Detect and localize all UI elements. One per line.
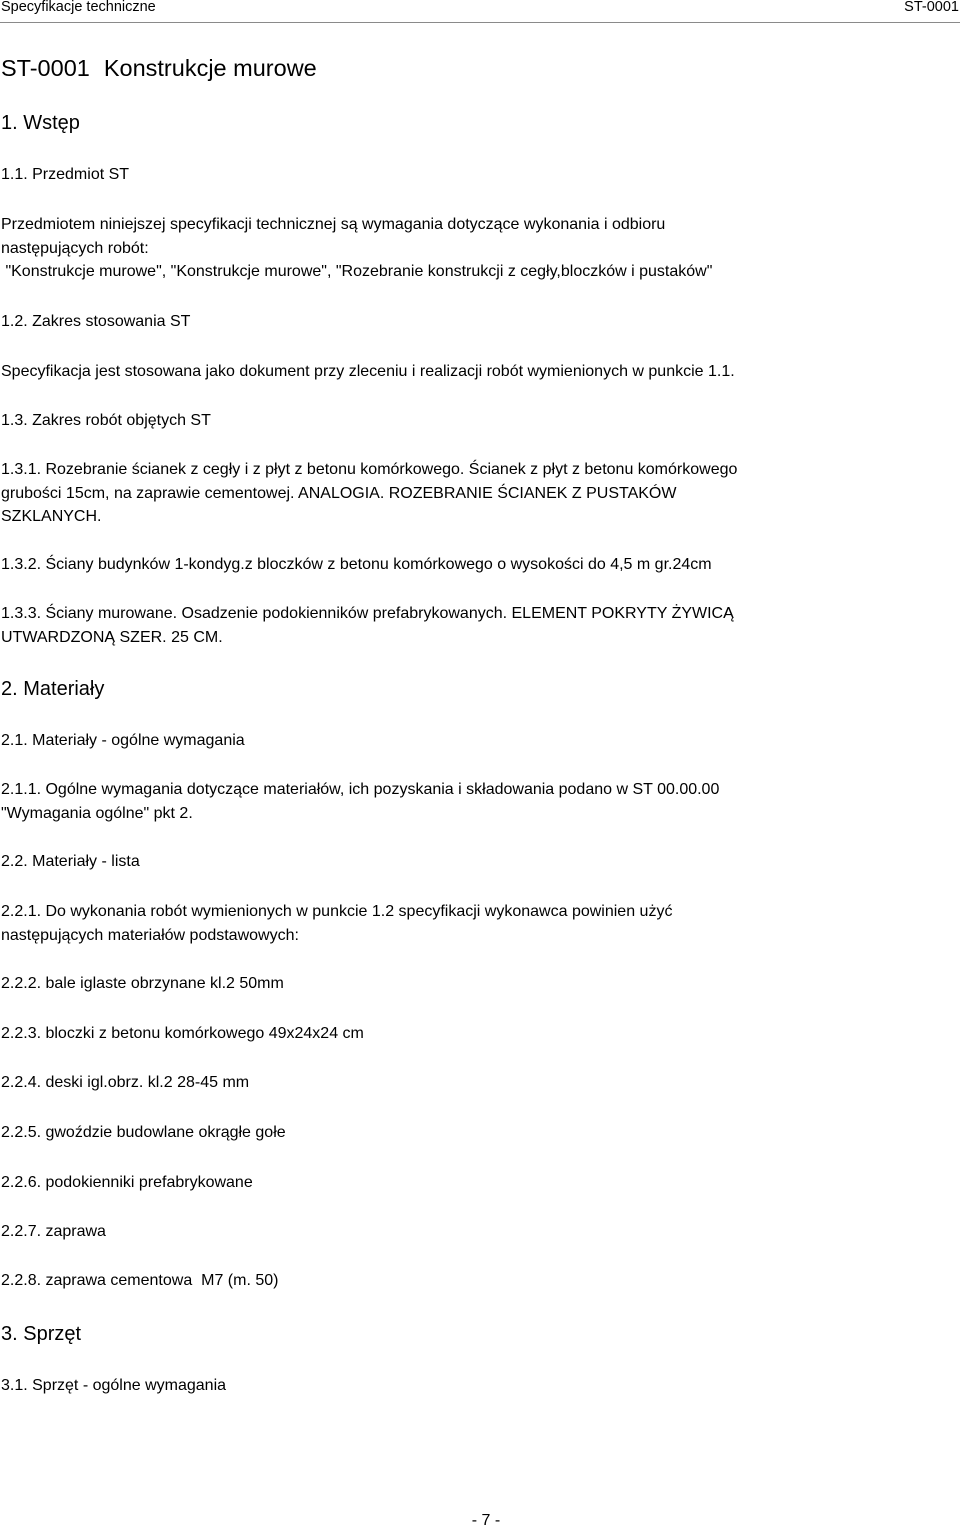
title-name: Konstrukcje murowe: [103, 55, 317, 81]
material-item: 2.2.5. gwoździe budowlane okrągłe gołe: [1, 1124, 286, 1141]
section-1-1-heading: 1.1. Przedmiot ST: [1, 166, 130, 183]
paragraph-line: następujących materiałów podstawowych:: [1, 926, 299, 944]
material-item: 2.2.7. zaprawa: [1, 1223, 106, 1240]
section-3-1-heading: 3.1. Sprzęt - ogólne wymagania: [1, 1377, 227, 1394]
section-2-2-heading: 2.2. Materiały - lista: [1, 853, 140, 870]
item-1-3-3: [1, 602, 951, 649]
paragraph-line: SZKLANYCH.: [1, 508, 102, 525]
paragraph-line: "Wymagania ogólne" pkt 2.: [1, 804, 193, 822]
paragraph-line: Przedmiotem niniejszej specyfikacji technicznej są wymagania dotyczące wykonania i odbioru: [1, 216, 666, 233]
paragraph-line: następujących robót:: [1, 239, 149, 257]
item-1-3-1: [1, 458, 951, 529]
material-item: 2.2.4. deski igl.obrz. kl.2 28-45 mm: [1, 1074, 250, 1091]
item-2-1-1: [1, 778, 951, 825]
paragraph-line: 2.2.1. Do wykonania robót wymienionych w punkcie 1.2 specyfikacji wykonawca powinien użyć: [1, 903, 673, 920]
header-spec-code: ST-0001: [904, 0, 959, 15]
section-1-2-paragraph: Specyfikacja jest stosowana jako dokument przy zleceniu i realizacji robót wymienionych w punkcie 1.1.: [1, 363, 735, 380]
paragraph-line: 2.1.1. Ogólne wymagania dotyczące materiałów, ich pozyskania i składowania podano w ST 00.00.00: [1, 781, 720, 798]
material-item: 2.2.2. bale iglaste obrzynane kl.2 50mm: [1, 975, 284, 992]
paragraph-line: 1.3.1. Rozebranie ścianek z cegły i z płyt z betonu komórkowego. Ścianek z płyt z betonu komórkowego: [1, 461, 738, 478]
section-1-1-paragraph: [1, 213, 951, 284]
document-title: [1, 55, 317, 81]
section-3-heading: 3. Sprzęt: [1, 1323, 82, 1345]
paragraph-line: UTWARDZONĄ SZER. 25 CM.: [1, 628, 223, 646]
paragraph-line: grubości 15cm, na zaprawie cementowej. ANALOGIA. ROZEBRANIE ŚCIANEK Z PUSTAKÓW: [1, 484, 677, 502]
paragraph-line: 1.3.3. Ściany murowane. Osadzenie podokienników prefabrykowanych. ELEMENT POKRYTY ŻYWICĄ: [1, 605, 734, 622]
title-code: ST-0001: [1, 55, 90, 81]
page-number: - 7 -: [471, 1512, 501, 1529]
section-2-heading: 2. Materiały: [1, 678, 105, 700]
page-header: [0, 0, 960, 23]
material-item: 2.2.6. podokienniki prefabrykowane: [1, 1174, 253, 1191]
item-1-3-2: 1.3.2. Ściany budynków 1-kondyg.z bloczków z betonu komórkowego o wysokości do 4,5 m gr.24cm: [1, 556, 712, 573]
section-1-heading: 1. Wstęp: [1, 112, 80, 134]
section-1-2-heading: 1.2. Zakres stosowania ST: [1, 313, 191, 330]
item-2-2-1: [1, 900, 951, 947]
paragraph-line: "Konstrukcje murowe", "Konstrukcje murowe", "Rozebranie konstrukcji z cegły,bloczków i pustaków": [1, 263, 713, 280]
section-2-1-heading: 2.1. Materiały - ogólne wymagania: [1, 732, 245, 749]
section-1-3-heading: 1.3. Zakres robót objętych ST: [1, 412, 211, 429]
material-item: 2.2.3. bloczki z betonu komórkowego 49x24x24 cm: [1, 1025, 364, 1042]
material-item: 2.2.8. zaprawa cementowa M7 (m. 50): [1, 1272, 279, 1289]
header-document-type: Specyfikacje techniczne: [1, 0, 156, 15]
